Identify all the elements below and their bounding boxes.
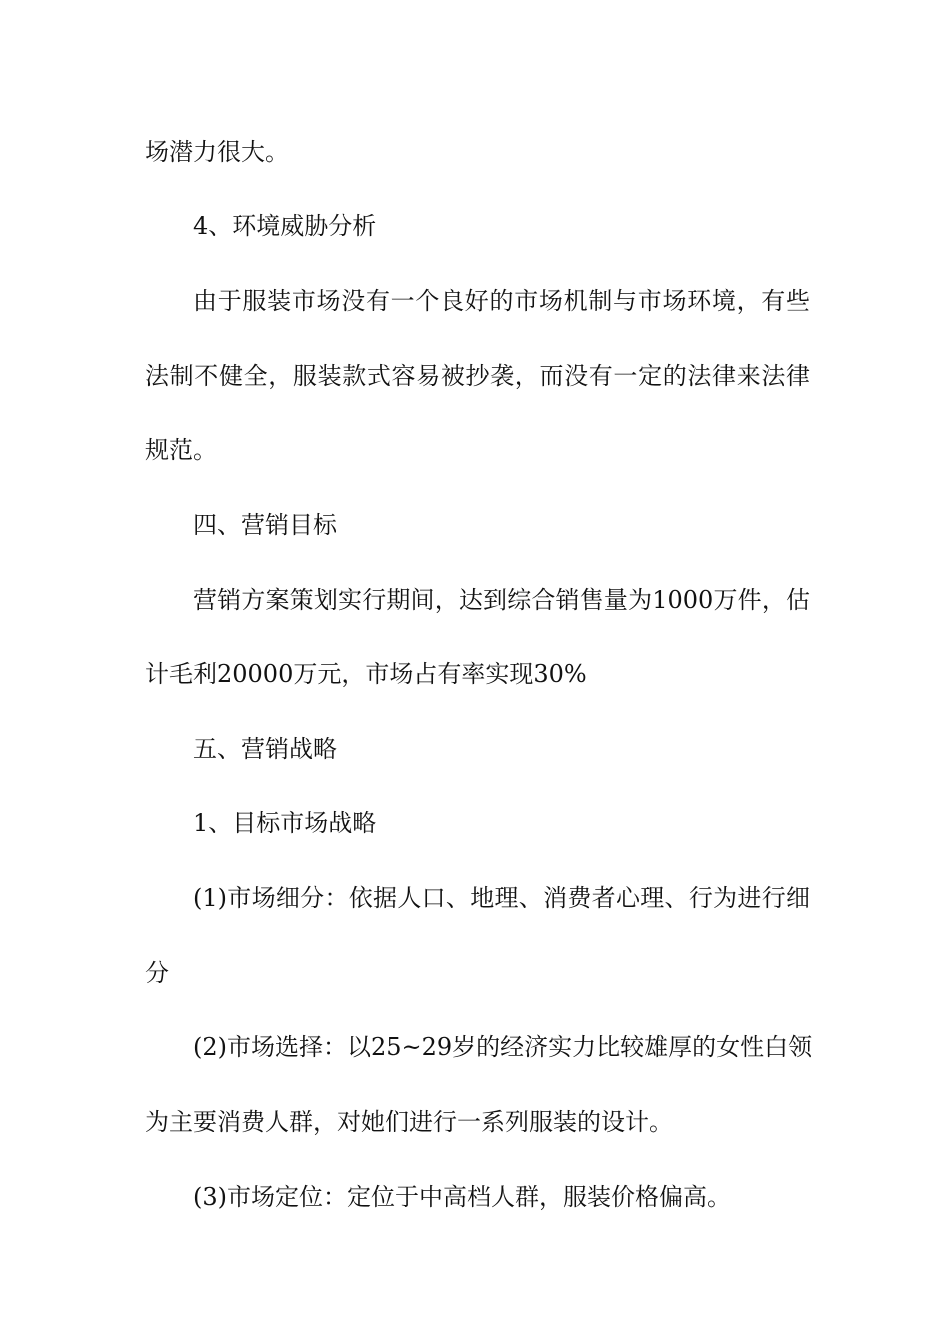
section-heading: 五、营销战略 [193, 735, 337, 763]
paragraph-line: (2)市场选择：以25~29岁的经济实力比较雄厚的女性白领 [193, 1033, 813, 1061]
paragraph-line: (1)市场细分：依据人口、地理、消费者心理、行为进行细 [193, 884, 810, 912]
paragraph-line: 由于服装市场没有一个良好的市场机制与市场环境，有些 [193, 287, 810, 315]
paragraph-line: (3)市场定位：定位于中高档人群，服装价格偏高。 [193, 1183, 731, 1211]
paragraph-line: 场潜力很大。 [145, 138, 289, 166]
paragraph-line: 分 [145, 959, 169, 987]
section-heading: 4、环境威胁分析 [193, 212, 377, 240]
paragraph-line: 营销方案策划实行期间，达到综合销售量为1000万件，估 [193, 586, 810, 614]
subsection-heading: 1、目标市场战略 [193, 809, 377, 837]
paragraph-line: 计毛利20000万元，市场占有率实现30% [145, 660, 587, 688]
paragraph-line: 法制不健全，服装款式容易被抄袭，而没有一定的法律来法律 [145, 362, 810, 390]
section-heading: 四、营销目标 [193, 511, 337, 539]
paragraph-line: 规范。 [145, 436, 217, 464]
paragraph-line: 为主要消费人群，对她们进行一系列服装的设计。 [145, 1108, 673, 1136]
